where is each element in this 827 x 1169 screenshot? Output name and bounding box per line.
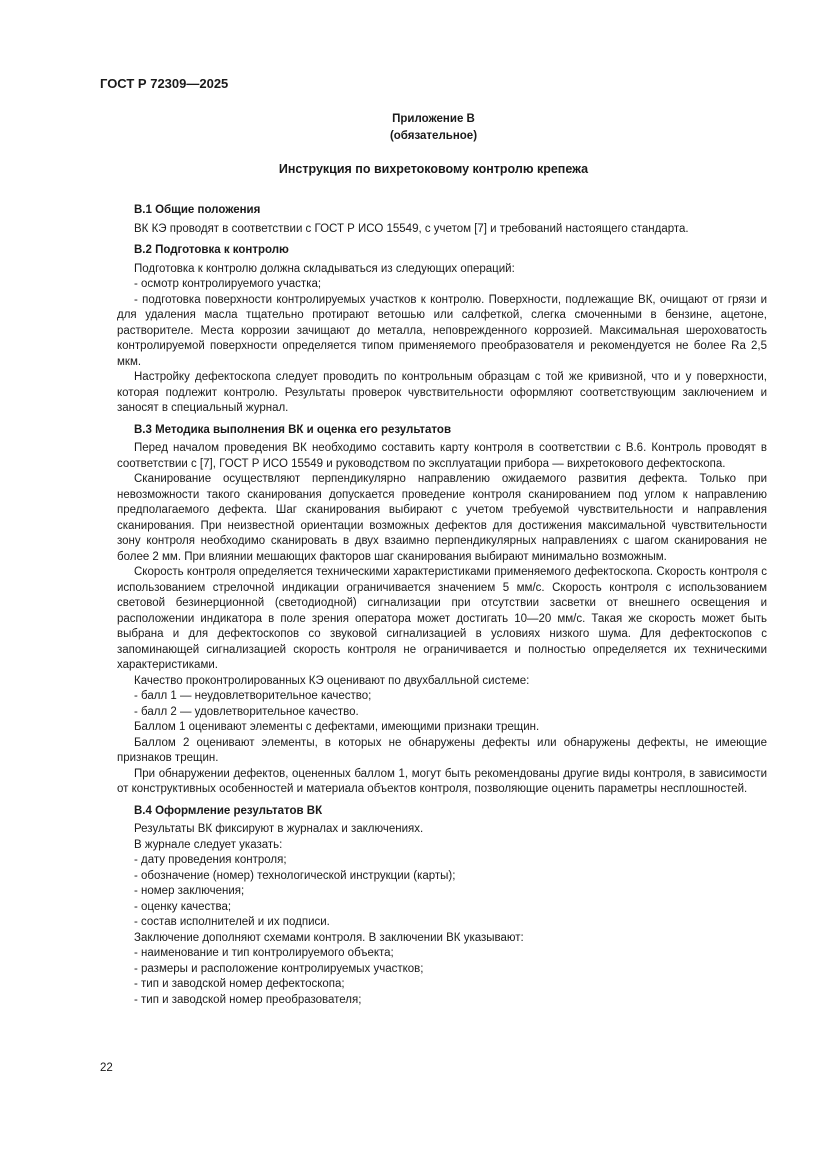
paragraph: В журнале следует указать: — [134, 838, 283, 851]
list-item: - размеры и расположение контролируемых участков; — [134, 962, 424, 975]
paragraph: Скорость контроля определяется техническими характеристиками применяемого дефектоскопа. Скорость контроля с использованием стрелочной индикации ограничивается значением 5 мм/с. Скорость контроля с использованием световой безинерционной (светодиодной) сигнализации при отсутствии засветки от внешнего освещения и расположении индикатора в поле зрения оператора может достигать 10—20 мм/с. Такая же скорость может быть выбрана и для дефектоскопов со звуковой сигнализацией в условиях низкого шума. Для дефектоскопов с запоминающей сигнализацией скорость контроля не ограничивается и полностью определяется их техническими характеристиками. — [117, 566, 767, 671]
annex-status: (обязательное) — [389, 130, 478, 142]
paragraph: Настройку дефектоскопа следует проводить по контрольным образцам с той же кривизной, что и у поверхности, которая подлежит контролю. Результаты проверок чувствительности оформляют соответствующим заключением и заносят в специальный журнал. — [117, 371, 767, 414]
paragraph: Сканирование осуществляют перпендикулярно направлению ожидаемого развития дефекта. Только при невозможности такого сканирования допускается проведение контроля сканированием под углом к направлению предполагаемого дефекта. Шаг сканирования выбирают с учетом требуемой чувствительности и направления сканирования. При неизвестной ориентации возможных дефектов для достижения максимальной чувствительности зону контроля необходимо сканировать в двух взаимно перпендикулярных направлениях с шагом сканирования не более 2 мм. При влиянии мешающих факторов шаг сканирования выбирают минимально возможным. — [117, 473, 767, 563]
paragraph: Баллом 1 оценивают элементы с дефектами, имеющими признаки трещин. — [134, 721, 540, 733]
document-header: ГОСТ Р 72309—2025 — [100, 76, 229, 91]
paragraph: Баллом 2 оценивают элементы, в которых не обнаружены дефекты или обнаружены дефекты, не имеющие признаков трещин. — [117, 736, 767, 764]
section-heading-b3: В.3 Методика выполнения ВК и оценка его результатов — [134, 423, 452, 436]
section-heading-b4: В.4 Оформление результатов ВК — [134, 804, 323, 817]
page-number: 22 — [100, 1062, 113, 1074]
annex-label: Приложение В — [392, 113, 475, 125]
paragraph: Заключение дополняют схемами контроля. В заключении ВК указывают: — [134, 931, 524, 944]
list-item: - обозначение (номер) технологической инструкции (карты); — [134, 869, 456, 882]
list-item: - осмотр контролируемого участка; — [134, 278, 322, 290]
annex-heading — [100, 111, 767, 145]
section-heading-b1: В.1 Общие положения — [134, 204, 261, 216]
paragraph: При обнаружении дефектов, оцененных баллом 1, могут быть рекомендованы другие виды контроля, в зависимости от конструктивных особенностей и материала объектов контроля, позволяющие оценить параметры несплошностей. — [117, 767, 767, 795]
list-item: - балл 1 — неудовлетворительное качество; — [134, 690, 372, 702]
paragraph: Перед началом проведения ВК необходимо составить карту контроля в соответствии с В.6. Контроль проводят в соответствии с [7], ГОСТ Р ИСО 15549 и руководством по эксплуатации прибора — вихретокового дефектоскопа. — [117, 442, 767, 470]
list-item: - состав исполнителей и их подписи. — [134, 916, 330, 928]
paragraph: ВК КЭ проводят в соответствии с ГОСТ Р ИСО 15549, с учетом [7] и требований настоящего стандарта. — [134, 222, 689, 235]
paragraph: - подготовка поверхности контролируемых участков к контролю. Поверхности, подлежащие ВК, очищают от грязи и для удаления масла тщательно протирают ветошью или салфеткой, слегка смоченными в бензине, ацетоне, растворителе. Места коррозии зачищают до металла, неповрежденного коррозией. Максимальная шероховатость контролируемой поверхности определяется типом применяемого преобразователя и рекомендуется не более Ra 2,5 мкм. — [117, 293, 767, 368]
list-item: - балл 2 — удовлетворительное качество. — [134, 705, 359, 718]
list-item: - наименование и тип контролируемого объекта; — [134, 947, 394, 959]
annex-title: Инструкция по вихретоковому контролю крепежа — [278, 162, 589, 176]
list-item: - оценку качества; — [134, 900, 232, 913]
list-item: - номер заключения; — [134, 885, 245, 897]
paragraph: Качество проконтролированных КЭ оценивают по двухбалльной системе: — [134, 674, 530, 687]
list-item: - тип и заводской номер преобразователя; — [134, 993, 362, 1006]
list-item: - тип и заводской номер дефектоскопа; — [134, 978, 345, 990]
document-body — [117, 201, 767, 1008]
list-item: - дату проведения контроля; — [134, 854, 287, 866]
paragraph: Результаты ВК фиксируют в журналах и заключениях. — [134, 823, 424, 835]
section-heading-b2: В.2 Подготовка к контролю — [134, 244, 289, 256]
paragraph: Подготовка к контролю должна складываться из следующих операций: — [134, 262, 515, 275]
